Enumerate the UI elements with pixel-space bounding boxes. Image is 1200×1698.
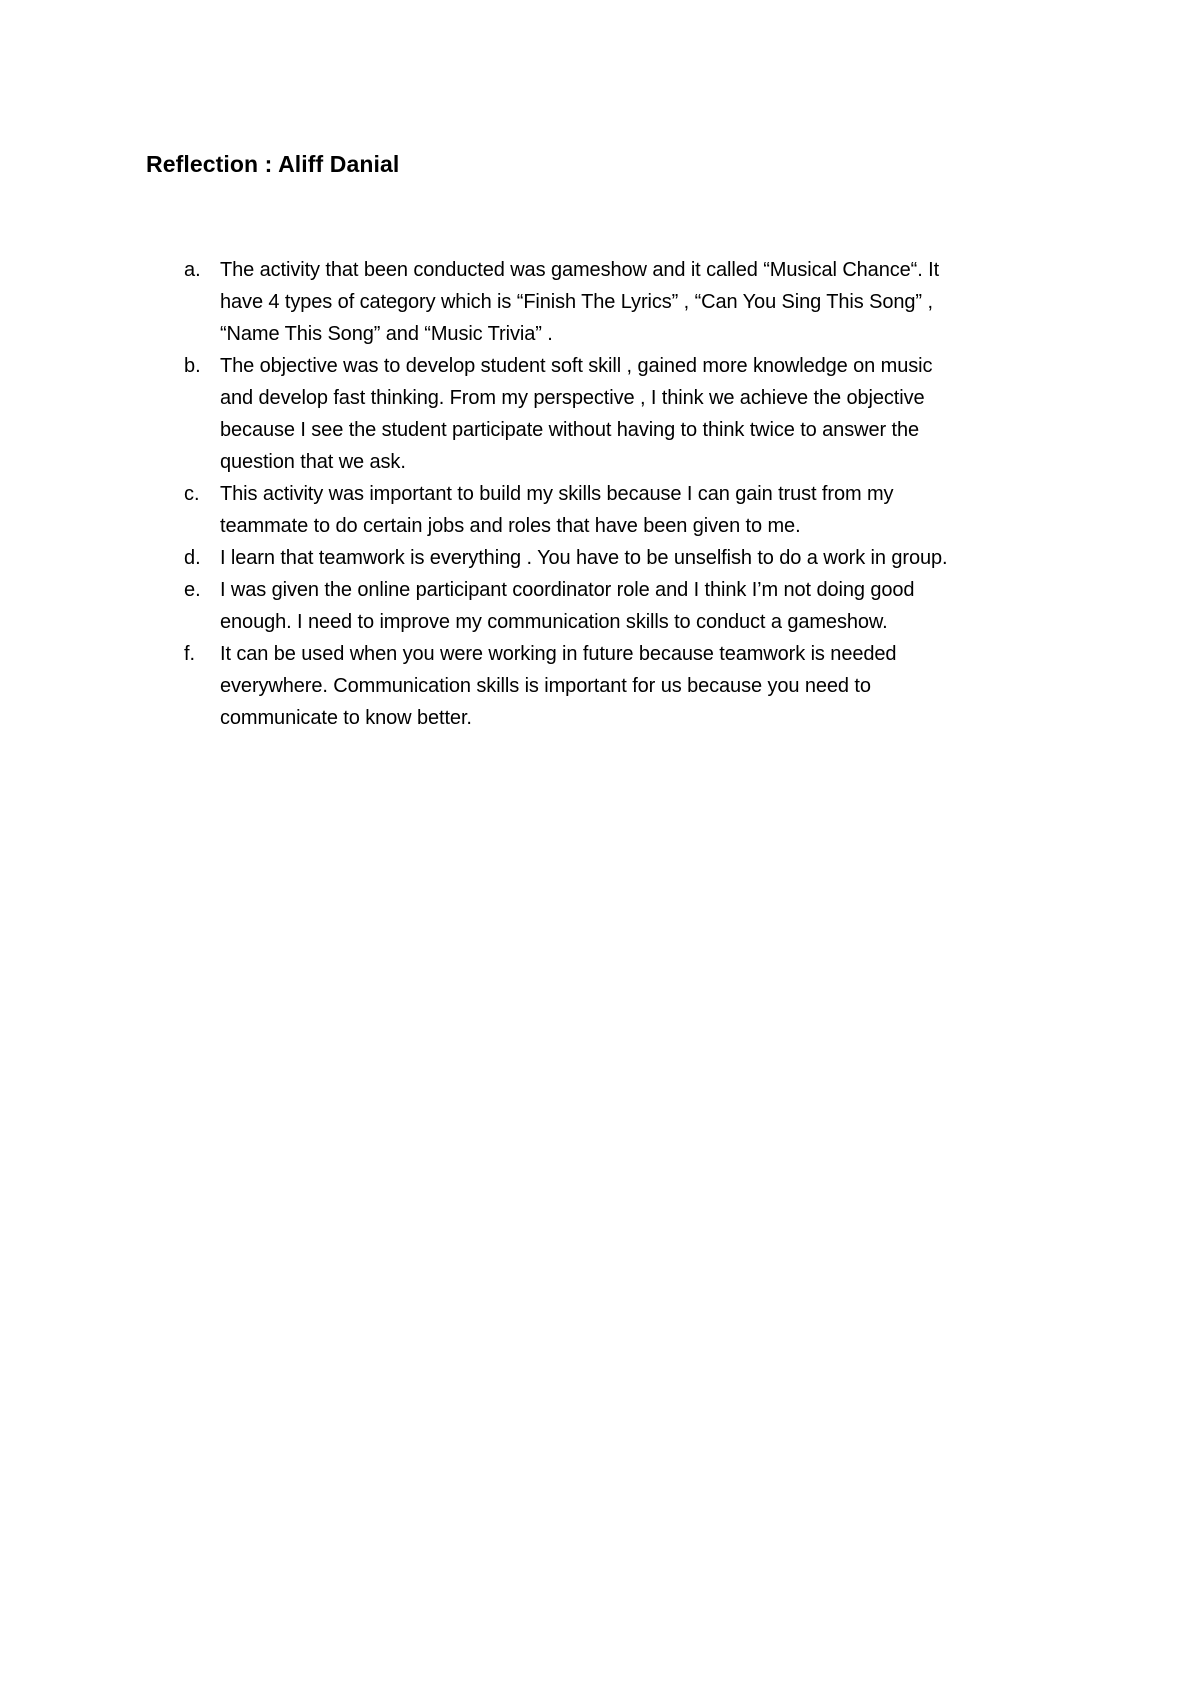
list-item-f (178, 638, 1078, 734)
list-item-line: question that we ask. (220, 451, 406, 473)
list-item-line: It can be used when you were working in future because teamwork is needed (220, 643, 897, 665)
list-item-line: I was given the online participant coordinator role and I think I’m not doing good (220, 579, 915, 601)
list-item-b (178, 350, 1078, 478)
list-item-line: because I see the student participate without having to think twice to answer the (220, 419, 919, 441)
list-item-line: The activity that been conducted was gameshow and it called “Musical Chance“. It (220, 259, 940, 281)
list-item-line: This activity was important to build my skills because I can gain trust from my (220, 483, 894, 505)
list-item-line: everywhere. Communication skills is important for us because you need to (220, 675, 871, 697)
list-marker: f. (184, 643, 196, 665)
list-item-line: enough. I need to improve my communication skills to conduct a gameshow. (220, 611, 888, 633)
reflection-list (178, 254, 1078, 734)
list-item-d (178, 542, 1078, 574)
list-marker: e. (184, 579, 201, 601)
list-marker: c. (184, 483, 200, 505)
list-item-line: The objective was to develop student soft skill , gained more knowledge on music (220, 355, 933, 377)
list-marker: a. (184, 259, 201, 281)
list-marker: b. (184, 355, 201, 377)
list-item-line: communicate to know better. (220, 707, 472, 729)
list-item-line: have 4 types of category which is “Finish The Lyrics” , “Can You Sing This Song” , (220, 291, 933, 313)
list-item-e (178, 574, 1078, 638)
document-title: Reflection : Aliff Danial (146, 151, 400, 177)
list-item-c (178, 478, 1078, 542)
list-item-line: teammate to do certain jobs and roles that have been given to me. (220, 515, 801, 537)
list-item-line: “Name This Song” and “Music Trivia” . (220, 323, 553, 345)
list-item-line: and develop fast thinking. From my perspective , I think we achieve the objective (220, 387, 925, 409)
list-item-a (178, 254, 1078, 350)
list-item-line: I learn that teamwork is everything . You have to be unselfish to do a work in group. (220, 547, 948, 569)
list-marker: d. (184, 547, 201, 569)
